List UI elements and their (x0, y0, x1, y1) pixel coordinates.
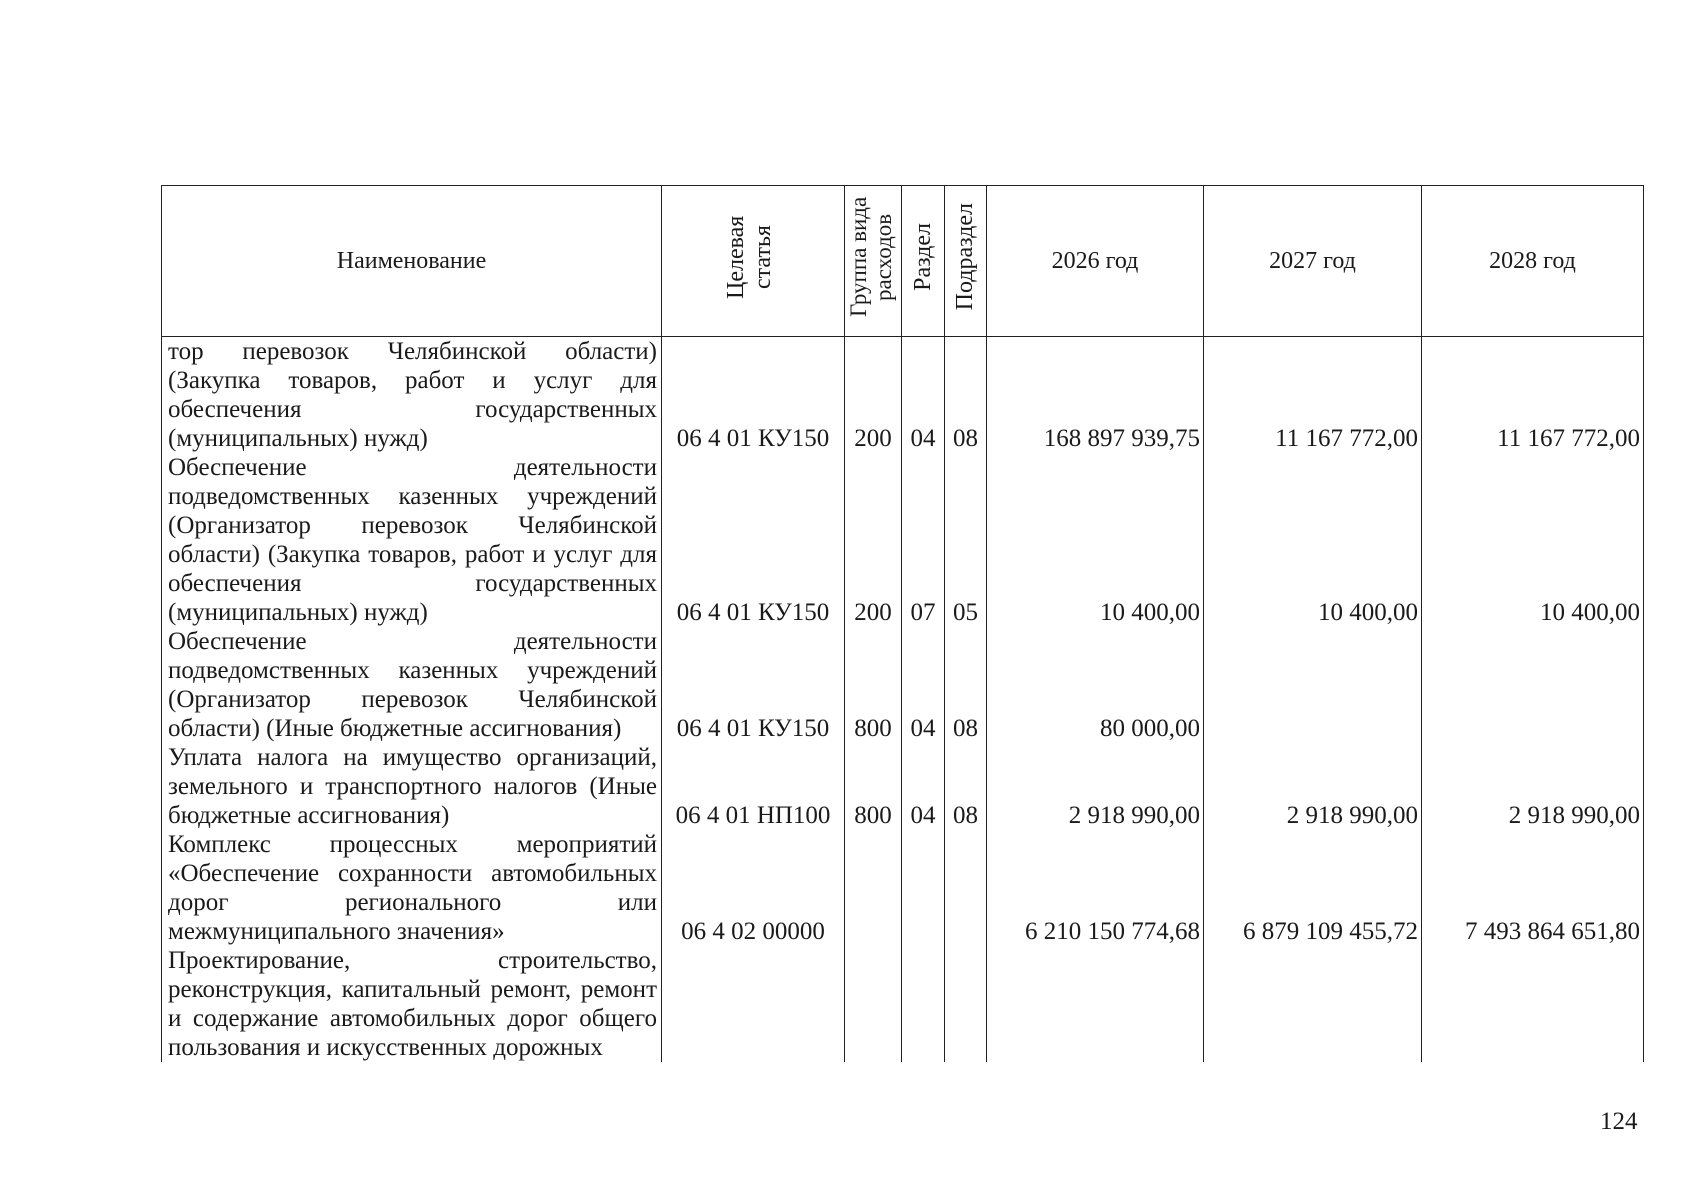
row-2027 (1204, 946, 1422, 1062)
row-name: Комплекс процессных мероприятий «Обеспечение сохранности автомобильных дорог регионального или межмуниципального значения» (162, 830, 662, 946)
row-2027: 11 167 772,00 (1204, 337, 1422, 454)
row-2028 (1422, 946, 1644, 1062)
table-row (162, 830, 1644, 946)
budget-table (161, 185, 1644, 1062)
row-2027: 10 400,00 (1204, 453, 1422, 627)
row-name: Проектирование, строительство, реконструкция, капитальный ремонт, ремонт и содержание автомобильных дорог общего пользования и искусственных дорожных (162, 946, 662, 1062)
row-2027: 2 918 990,00 (1204, 743, 1422, 830)
row-section (902, 830, 945, 946)
row-expense-group (845, 946, 902, 1062)
header-subsection: Подраздел (945, 186, 987, 337)
row-subsection: 08 (945, 627, 987, 743)
row-name: Уплата налога на имущество организаций, земельного и транспортного налогов (Иные бюджетные ассигнования) (162, 743, 662, 830)
row-subsection: 08 (945, 337, 987, 454)
row-name: Обеспечение деятельности подведомственных казенных учреждений (Организатор перевозок Челябинской области) (Закупка товаров, работ и услуг для обеспечения государственных (муниципальных) нужд) (162, 453, 662, 627)
row-2028: 11 167 772,00 (1422, 337, 1644, 454)
row-name: Обеспечение деятельности подведомственных казенных учреждений (Организатор перевозок Челябинской области) (Иные бюджетные ассигнования) (162, 627, 662, 743)
header-2028: 2028 год (1422, 186, 1644, 337)
row-subsection (945, 830, 987, 946)
row-subsection: 08 (945, 743, 987, 830)
row-2026 (987, 946, 1204, 1062)
row-target-article: 06 4 01 КУ150 (662, 453, 845, 627)
row-section (902, 946, 945, 1062)
row-expense-group: 200 (845, 453, 902, 627)
row-2026: 10 400,00 (987, 453, 1204, 627)
row-2026: 6 210 150 774,68 (987, 830, 1204, 946)
row-target-article: 06 4 02 00000 (662, 830, 845, 946)
row-2028: 2 918 990,00 (1422, 743, 1644, 830)
row-expense-group: 200 (845, 337, 902, 454)
row-name: тор перевозок Челябинской области) (Закупка товаров, работ и услуг для обеспечения государственных (муниципальных) нужд) (162, 337, 662, 454)
table-row (162, 453, 1644, 627)
header-section: Раздел (902, 186, 945, 337)
page-number: 124 (1600, 1108, 1638, 1135)
header-2027: 2027 год (1204, 186, 1422, 337)
header-name: Наименование (162, 186, 662, 337)
row-subsection (945, 946, 987, 1062)
table-header-row (162, 186, 1644, 337)
row-2026: 80 000,00 (987, 627, 1204, 743)
row-target-article: 06 4 01 КУ150 (662, 627, 845, 743)
row-2026: 2 918 990,00 (987, 743, 1204, 830)
row-section: 07 (902, 453, 945, 627)
row-section: 04 (902, 743, 945, 830)
table-row (162, 337, 1644, 454)
row-2028: 10 400,00 (1422, 453, 1644, 627)
header-expense-group: Группа вида расходов (845, 186, 902, 337)
row-2027 (1204, 627, 1422, 743)
row-expense-group: 800 (845, 743, 902, 830)
table-row (162, 743, 1644, 830)
row-2028: 7 493 864 651,80 (1422, 830, 1644, 946)
row-2027: 6 879 109 455,72 (1204, 830, 1422, 946)
row-subsection: 05 (945, 453, 987, 627)
table-row (162, 627, 1644, 743)
header-2026: 2026 год (987, 186, 1204, 337)
header-target-article: Целевая статья (662, 186, 845, 337)
row-target-article: 06 4 01 КУ150 (662, 337, 845, 454)
row-expense-group (845, 830, 902, 946)
row-section: 04 (902, 337, 945, 454)
row-section: 04 (902, 627, 945, 743)
row-target-article (662, 946, 845, 1062)
row-2026: 168 897 939,75 (987, 337, 1204, 454)
table-row (162, 946, 1644, 1062)
row-expense-group: 800 (845, 627, 902, 743)
row-target-article: 06 4 01 НП100 (662, 743, 845, 830)
row-2028 (1422, 627, 1644, 743)
